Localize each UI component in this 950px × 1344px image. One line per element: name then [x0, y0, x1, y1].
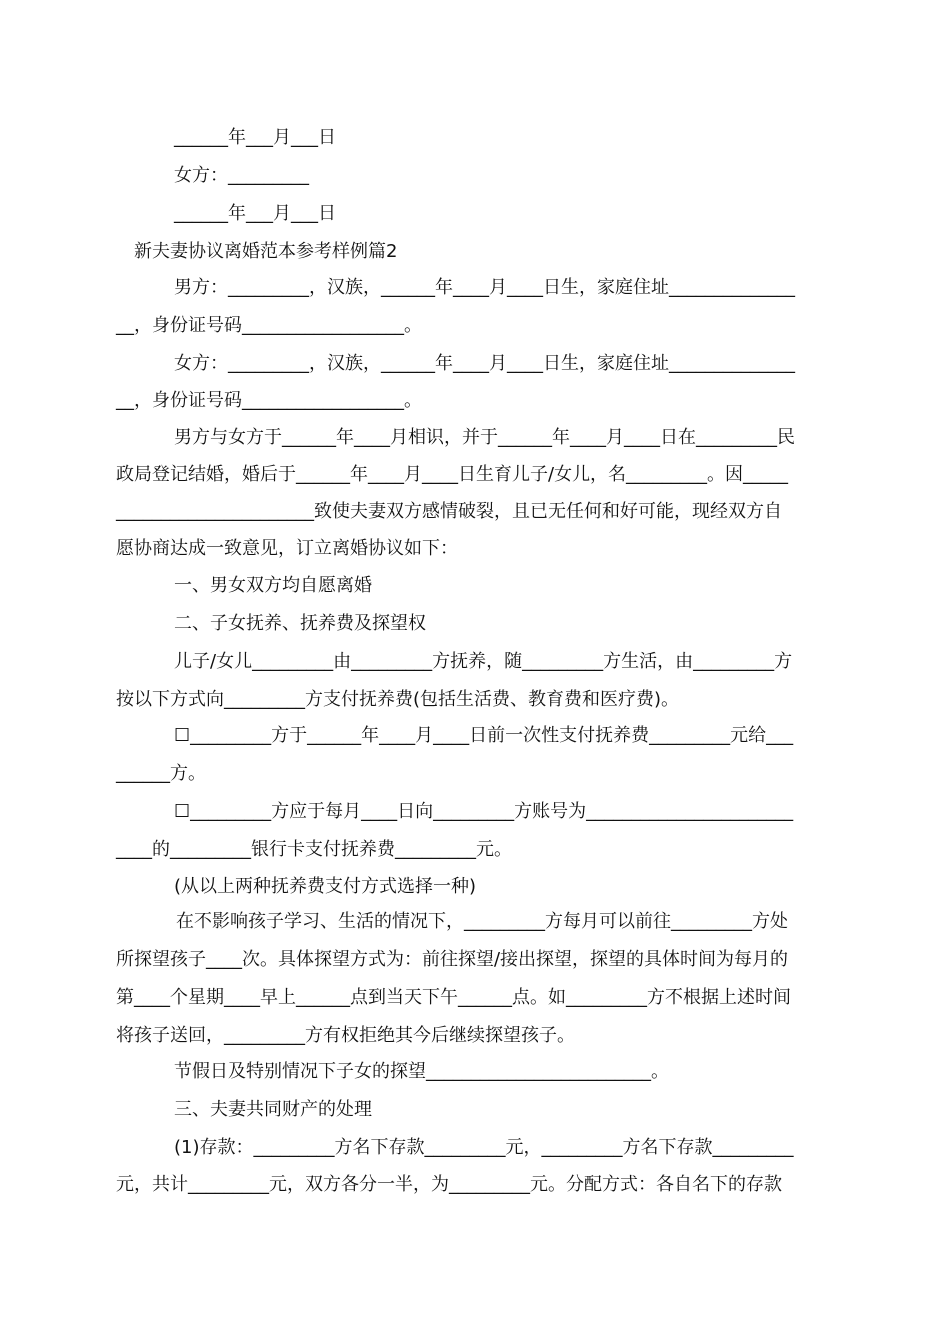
clause-heading: 二、子女抚养、抚养费及探望权 [174, 613, 426, 634]
signature-line: 女方：_________ [174, 165, 309, 186]
paragraph-line: ____的_________银行卡支付抚养费_________元。 [116, 839, 512, 860]
paragraph-line: 愿协商达成一致意见，订立离婚协议如下： [116, 538, 458, 559]
paragraph-line: 按以下方式向_________方支付抚养费(包括生活费、教育费和医疗费)。 [116, 689, 680, 710]
checkbox-option-line: ☐_________方于______年____月____日前一次性支付抚养费_________元给___ [174, 725, 794, 746]
checkbox-option-line: ☐_________方应于每月____日向_________方账号为_______________________ [174, 801, 794, 822]
paragraph-line: ______方。 [116, 763, 206, 784]
date-line: ______年___月___日 [174, 127, 336, 148]
paragraph-line: (1)存款：_________方名下存款_________元，_________方名下存款_________ [174, 1137, 794, 1158]
paragraph-line: 在不影响孩子学习、生活的情况下，_________方每月可以前往_________方处 [176, 911, 788, 932]
paragraph-line: ______________________致使夫妻双方感情破裂，且已无任何和好可能，现经双方自 [116, 501, 782, 522]
clause-heading: 一、男女双方均自愿离婚 [174, 575, 372, 596]
section-title: 新夫妻协议离婚范本参考样例篇2 [134, 241, 398, 262]
paragraph-line: __，身份证号码__________________。 [116, 390, 422, 411]
date-line: ______年___月___日 [174, 203, 336, 224]
paragraph-line: 第____个星期____早上______点到当天下午______点。如_________方不根据上述时间 [116, 987, 791, 1008]
clause-heading: 三、夫妻共同财产的处理 [174, 1099, 372, 1120]
paragraph-line: 所探望孩子____次。具体探望方式为：前往探望/接出探望，探望的具体时间为每月的 [116, 949, 789, 970]
paragraph-line: 男方：_________，汉族，______年____月____日生，家庭住址______________ [174, 277, 795, 298]
paragraph-line: __，身份证号码__________________。 [116, 315, 422, 336]
paragraph-line: 将孩子送回，_________方有权拒绝其今后继续探望孩子。 [116, 1025, 575, 1046]
paragraph-line: 男方与女方于______年____月相识，并于______年____月____日在_________民 [174, 427, 795, 448]
paragraph-line: 元，共计_________元，双方各分一半，为_________元。分配方式：各自名下的存款 [116, 1174, 782, 1195]
paragraph-line: 儿子/女儿_________由_________方抚养，随_________方生活，由_________方 [174, 651, 793, 672]
paragraph-line: 女方：_________，汉族，______年____月____日生，家庭住址______________ [174, 353, 795, 374]
paragraph-line: 政局登记结婚，婚后于______年____月____日生育儿子/女儿，名_________。因_____ [116, 464, 789, 485]
note-line: (从以上两种抚养费支付方式选择一种) [174, 876, 477, 897]
paragraph-line: 节假日及特别情况下子女的探望_________________________。 [174, 1061, 669, 1082]
